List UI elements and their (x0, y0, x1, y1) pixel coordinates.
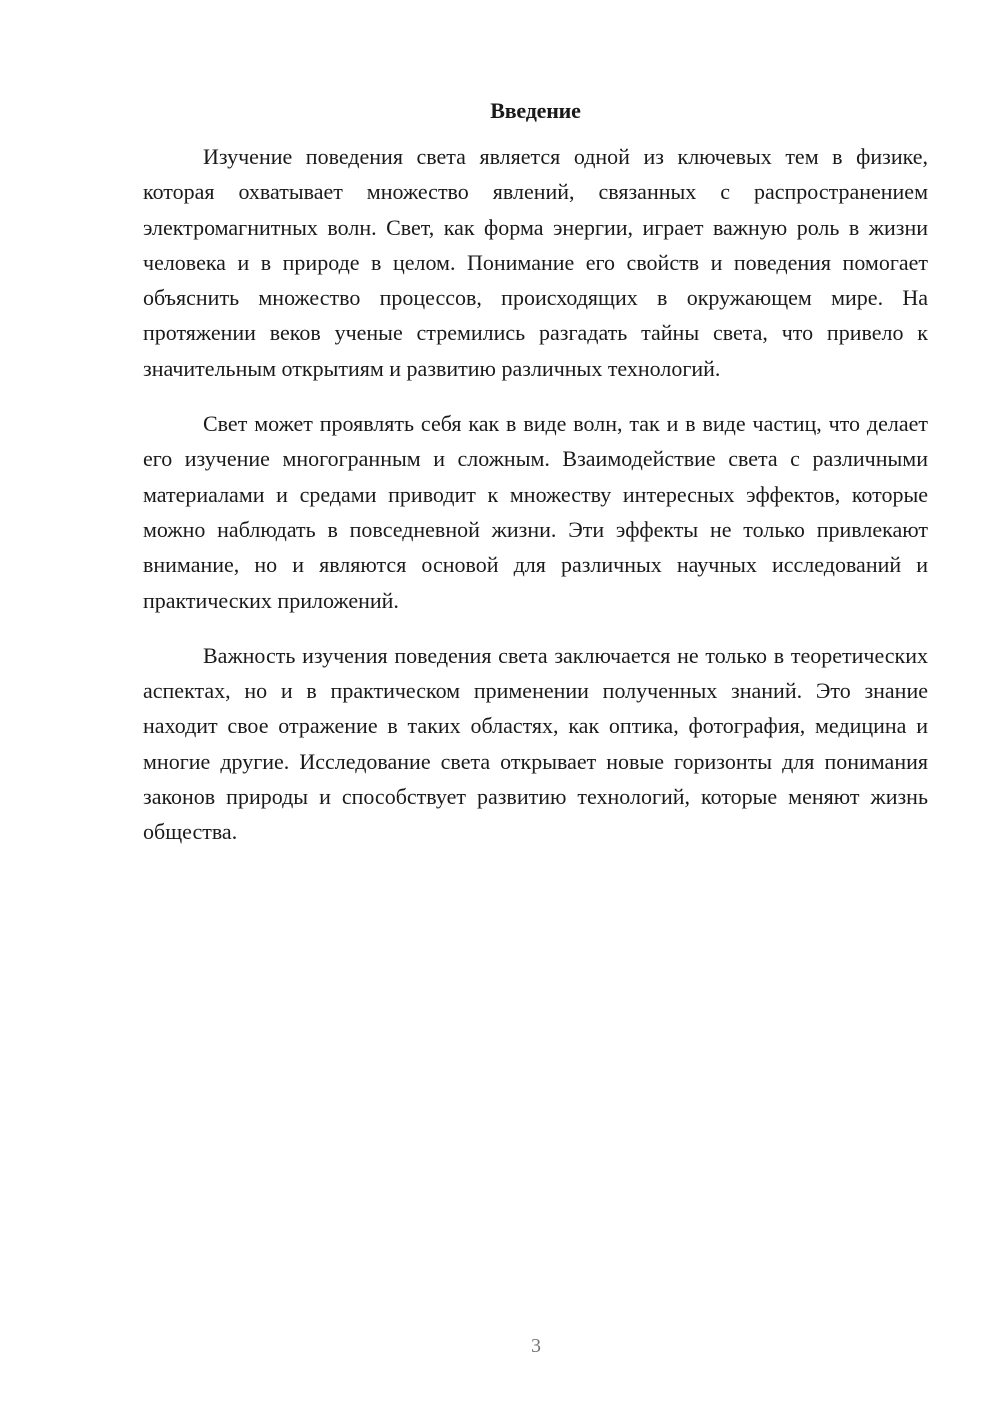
paragraph-2: Свет может проявлять себя как в виде волн, так и в виде частиц, что делает его изучение многогранным и сложным. Взаимодействие света с различными материалами и средами приводит к множеству интересных эффектов, которые можно наблюдать в повседневной жизни. Эти эффекты не только привлекают внимание, но и являются основой для различных научных исследований и практических приложений. (143, 411, 928, 613)
paragraph-1: Изучение поведения света является одной из ключевых тем в физике, которая охватывает множество явлений, связанных с распространением электромагнитных волн. Свет, как форма энергии, играет важную роль в жизни человека и в природе в целом. Понимание его свойств и поведения помогает объяснить множество процессов, происходящих в окружающем мире. На протяжении веков ученые стремились разгадать тайны света, что привело к значительным открытиям и развитию различных технологий. (143, 144, 928, 381)
page-content (143, 96, 928, 870)
paragraph-3: Важность изучения поведения света заключается не только в теоретических аспектах, но и в практическом применении полученных знаний. Это знание находит свое отражение в таких областях, как оптика, фотография, медицина и многие другие. Исследование света открывает новые горизонты для понимания законов природы и способствует развитию технологий, которые меняют жизнь общества. (143, 642, 928, 845)
section-heading: Введение (490, 98, 581, 123)
page-number: 3 (531, 1335, 541, 1357)
